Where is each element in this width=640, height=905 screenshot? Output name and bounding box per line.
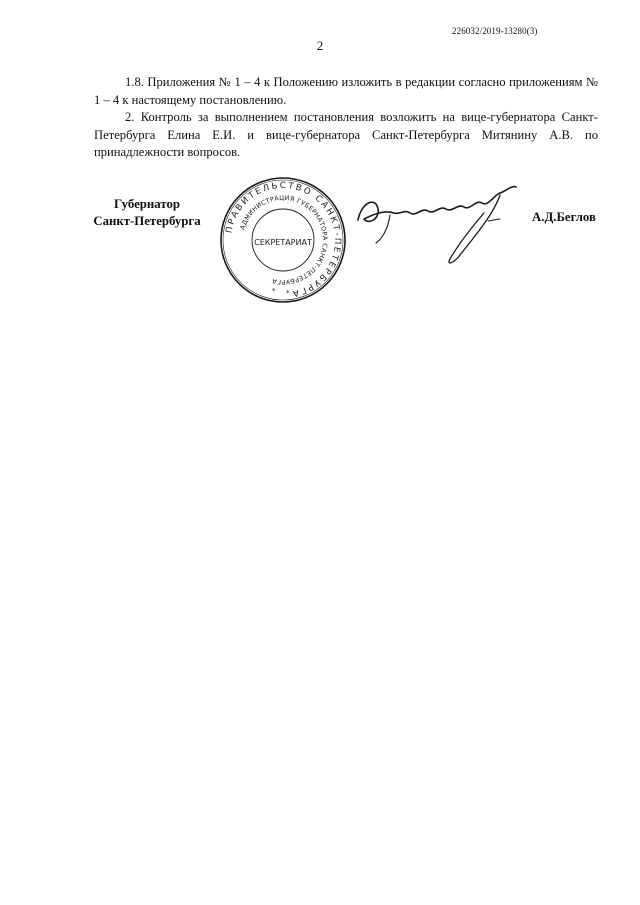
handwritten-signature <box>350 173 525 268</box>
paragraph-appendices: 1.8. Приложения № 1 – 4 к Положению изложить в редакции согласно приложениям № 1 – 4 к настоящему постановлению. <box>94 75 598 107</box>
signatory-name: А.Д.Беглов <box>532 210 596 224</box>
document-body <box>94 74 598 162</box>
document-registration-number: 226032/2019-13280(3) <box>452 26 538 36</box>
signatory-position-line-1: Губернатор <box>114 197 180 211</box>
seal-star-icon: * <box>286 289 290 297</box>
seal-outer-text: ПРАВИТЕЛЬСТВО САНКТ-ПЕТЕРБУРГА <box>224 180 343 299</box>
seal-inner-text: АДМИНИСТРАЦИЯ ГУБЕРНАТОРА САНКТ-ПЕТЕРБУРГА <box>238 193 330 287</box>
signatory-position <box>92 196 202 229</box>
signature-block <box>0 170 640 330</box>
seal-star-icon: * <box>272 287 276 295</box>
paragraph-control: 2. Контроль за выполнением постановления возложить на вице-губернатора Санкт-Петербурга Елина Е.И. и вице-губернатора Санкт-Петербурга Митянину А.В. по принадлежности вопросов. <box>94 110 598 159</box>
seal-center-text: СЕКРЕТАРИАТ <box>254 238 312 247</box>
official-seal-icon <box>218 175 348 305</box>
page-number: 2 <box>316 38 324 53</box>
signatory-position-line-2: Санкт-Петербурга <box>93 213 201 228</box>
